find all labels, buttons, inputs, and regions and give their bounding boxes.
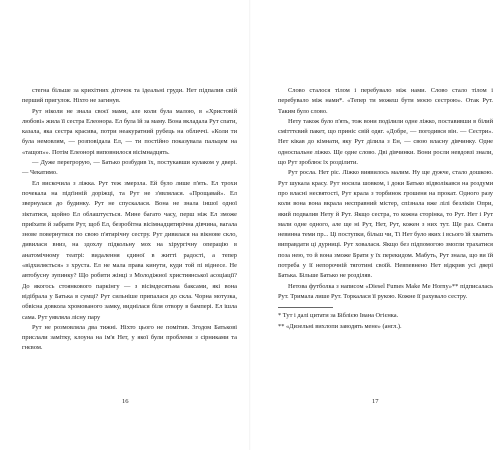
footnote-divider xyxy=(278,307,333,308)
book-gutter xyxy=(249,0,251,450)
paragraph: Нетова футболка з написом «Diesel Fumes Make Me Horny»** підписалась Рут. Тримала лише Рут. Торкалася її рукою. Кожне її рахувало сестру. xyxy=(278,282,493,300)
paragraph: Нету також було п'ять, тож вони поділили одне ліжко, поставивши в білий смітттєвий пакет, що приніс свій одяг. «Добре, — погодився він. — Сестри». Нет кікав до кімнати, яку Рут ділила з Ен, — свою власну дівчинку. Одне односпальне ліжко. Ще одне слово. Дві дівчинки. Вони росли невдовзі знали, що Рут зроблює їх розділити. xyxy=(278,117,493,167)
page-number: 17 xyxy=(372,398,379,405)
left-page xyxy=(22,86,237,354)
paragraph: Ел вискочила з ліжка. Рут теж змерзла. Ей було лише п'ять. Ел трохи почекала на підґінній доріжці, та Рут не з'являлася. «Прощавай». Ел звернулася до будинку. Рут не спускалася. Вона не знала іншої одної зіктатися, щойно Ел облаштується. Мине багато часу, перш ніж Ел зможе приїхати й забрати Рут, щоб Ел, безробітна вісімнадцятирічна дівчина, вагала знове повернутися по свою п'ятирічну сестру. Рут дивилася на вікнове скло, дивилася вниз, на здохлу підкольну мох на хірургічну операцію в анатомічному театрі: видалення єдиної в житті радості, а тепер «відхиляється» з хруста. Ел не мала права кинути, куди той пі віднесе. Не автобусну зупинку? Що робити жінці з Молодіжної християнської асоціації? До якогось стоянкового паркінгу — з вісімдесятьма баксами, які вона відібрала у Батька в сумці? Рут сильніше припалася до скла. Чорна мотузка, обвісна довкола хромованого замку, виднілася біля отвору в бампері. Ел ішла сама. Рут уявляла лісну пару xyxy=(22,179,237,321)
footnote: * Тут і далі цитати за Біблією Івана Огієнка. xyxy=(278,312,399,320)
paragraph: стегна більше за крихітних діточок та ідеальні груди. Нет підпалив свій перший пригулок. Ніхто не загинув. xyxy=(22,87,237,105)
paragraph: Рут росла. Нет ріс. Ліжко виявилось малим. Ну ще дужче, стало дошкою. Рут шукала красу. Рут носила шовком, і доки Батько відволікався на роздуми про власні несвятості, Рут крала з торбинок грошеня на прокат. Одного разу коли вона вона вкрала несправний містер, спізнала вже лілі безліків Опри, який подвалив Нету й Рут. Якщо сестра, то кожна сторінка, то Рут. Нет і Рут мали одне одного, але ще ні Рут, Нет, Рут, кожен з них тут. Ще раз. Свята невинна теми пр... Ці поступки, більш чи, Ті Нет було яких і всього їй хватить виправдати ці дурниці. Рут ховалася. Якщо без підпомогою змогли трахатися поза нею, то й вона зможе Брати у їх перекидом. Мабуть, Рут знала, що ви їй потреба у її непорочній тяготині своїй. Невпевнено Нет відкрив усі двері Батька. Більше Батько не розділяв. xyxy=(278,169,493,280)
right-page xyxy=(278,86,493,332)
paragraph: Рут не розмовляла два тижні. Ніхто цього не помітив. Згодом Батькові прислали замітку, клоуна на ім'я Нет, у якої були проблеми з сірниками та гнєвом. xyxy=(22,323,237,352)
page-number: 16 xyxy=(122,398,129,405)
paragraph: Слово сталося тілом і перебувало між нами. Слово стало тілом і перебувало між нами*. «Тепер ти можеш бути моєю сестрою». Отак Рут. Таким було слово. xyxy=(278,87,493,115)
paragraph: — Дуже перегрорую, — Батько розбудив їх, постукавши кулаком у двері. — Чекатимо. xyxy=(22,159,237,177)
footnote: ** «Дизельні вихлопи заводять мене» (англ.). xyxy=(278,322,402,330)
paragraph: Рут ніколи не знала своєї мами, але коли була малою, в «Христовій любові» жила її сестра Елеонора. Ел була їй за маму. Вона вкладала Рут спати, казала, яка сестра красива, потри неакуратний рубець на обличчі. «Коли ти була немовлям, — розповідала Ел, — ти постійно показувала пальцем на «тaщоп»». Потім Елеонорі виповнилося вісімнадцять. xyxy=(22,107,237,156)
